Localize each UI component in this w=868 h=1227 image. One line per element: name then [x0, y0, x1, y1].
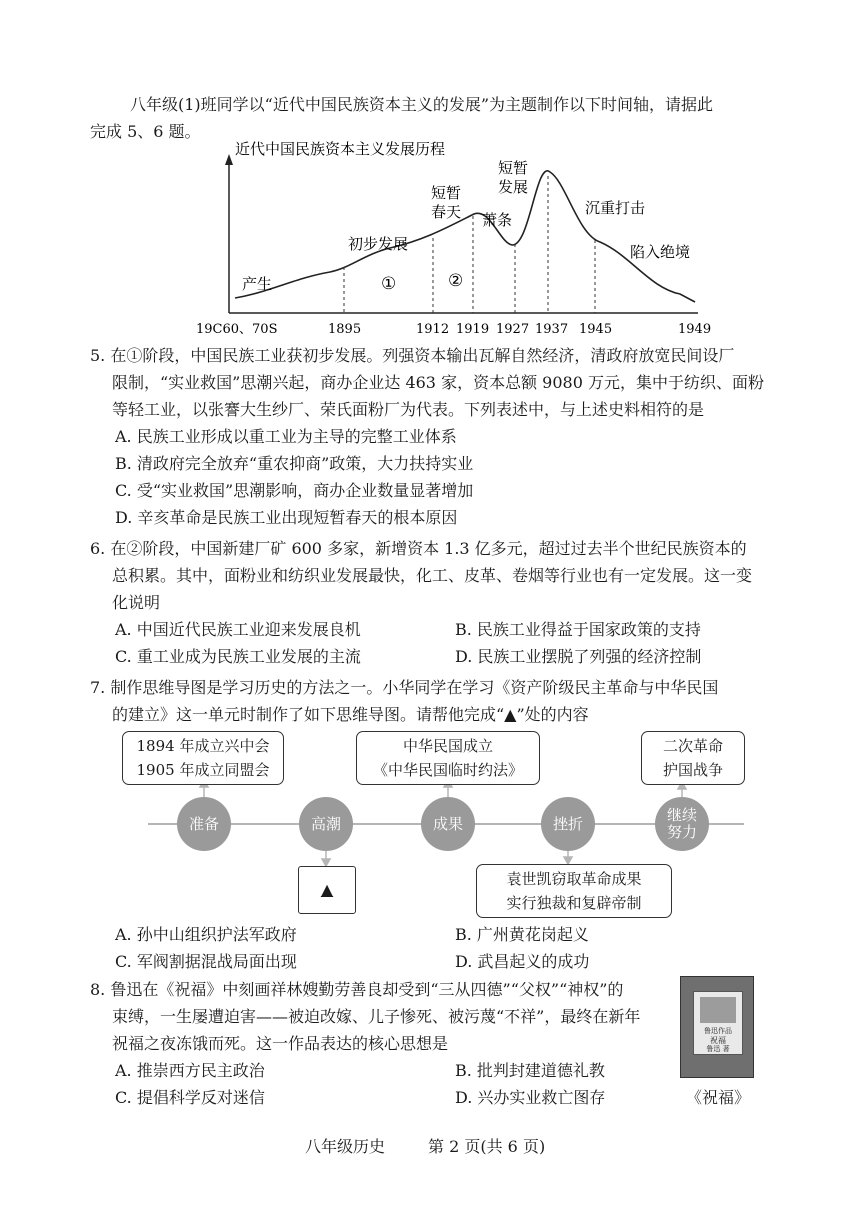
development-curve	[235, 171, 695, 302]
box-continue-line: 二次革命	[662, 737, 723, 755]
q6-stem-2: 总积累。其中，面粉业和纺织业发展最快，化工、皮革、卷烟等行业也有一定发展。这一变	[112, 566, 753, 585]
mindmap-box-continue	[641, 731, 745, 785]
q8-stem-3: 祝福之夜冻饿而死。这一作品表达的核心思想是	[112, 1034, 449, 1053]
box-prep-line: 1894 年成立兴中会	[136, 737, 270, 755]
q6-option-c[interactable]: C. 重工业成为民族工业发展的主流	[115, 647, 361, 666]
year-tick: 1937	[535, 322, 569, 337]
stage-label-5a: 短暂	[498, 159, 529, 177]
q7-stem-1: 7. 制作思维导图是学习历史的方法之一。小华同学在学习《资产阶级民主革命与中华民国	[90, 678, 719, 697]
q7-option-a[interactable]: A. 孙中山组织护法军政府	[115, 925, 297, 944]
q5-option-c[interactable]: C. 受“实业救国”思潮影响，商办企业数量显著增加	[115, 481, 474, 500]
stage-label-3a: 短暂	[431, 184, 462, 202]
q5-stem-2: 限制，“实业救国”思潮兴起，商办企业达 463 家，资本总额 9080 万元，集中于纺织、面粉	[112, 373, 764, 392]
node-continue	[655, 797, 709, 851]
phase-mark-1: ①	[381, 274, 397, 294]
q8-option-b[interactable]: B. 批判封建道德礼教	[455, 1061, 605, 1080]
q7-option-b[interactable]: B. 广州黄花岗起义	[455, 925, 589, 944]
q7-stem-2: 的建立》这一单元时制作了如下思维导图。请帮他完成“▲”处的内容	[112, 705, 589, 724]
year-tick: 1919	[456, 322, 490, 337]
footer-subject: 八年级历史	[305, 1137, 386, 1156]
node-continue-line: 努力	[666, 823, 697, 841]
box-prep-line: 1905 年成立同盟会	[136, 761, 270, 779]
book-cover-inner	[693, 991, 743, 1055]
stage-label-3b: 春天	[431, 203, 462, 221]
mindmap-box-setback	[476, 864, 672, 918]
year-tick: 1945	[579, 322, 613, 337]
footer-page-number: 第 2 页(共 6 页)	[428, 1137, 546, 1156]
year-tick: 1949	[678, 322, 712, 337]
q6-option-d[interactable]: D. 民族工业摆脱了列强的经济控制	[455, 647, 702, 666]
q5-stem-3: 等轻工业，以张謇大生纱厂、荣氏面粉厂为代表。下列表述中，与上述史料相符的是	[112, 400, 705, 419]
mindmap-box-prep	[122, 731, 284, 785]
box-setback-line: 实行独裁和复辟帝制	[506, 894, 642, 912]
mindmap-box-result	[356, 731, 540, 785]
intro-line-2: 完成 5、6 题。	[90, 122, 201, 141]
q6-stem-1: 6. 在②阶段，中国新建厂矿 600 多家，新增资本 1.3 亿多元，超过过去半个世纪民族资本的	[90, 539, 747, 558]
q5-option-d[interactable]: D. 辛亥革命是民族工业出现短暂春天的根本原因	[115, 508, 458, 527]
stage-label-4: 萧条	[482, 211, 513, 229]
q8-option-c[interactable]: C. 提倡科学反对迷信	[115, 1088, 265, 1107]
year-tick: 1912	[416, 322, 450, 337]
book-cover-image	[680, 976, 754, 1078]
intro-line-1: 八年级(1)班同学以“近代中国民族资本主义的发展”为主题制作以下时间轴，请据此	[130, 95, 714, 114]
q6-option-b[interactable]: B. 民族工业得益于国家政策的支持	[455, 620, 701, 639]
year-tick: 19C60、70S	[196, 322, 278, 337]
year-tick: 1895	[328, 322, 362, 337]
triangle-icon: ▲	[320, 880, 334, 899]
mindmap-blank-box[interactable]	[298, 866, 356, 914]
node-climax: 高潮	[299, 797, 353, 851]
box-setback-line: 袁世凯窃取革命成果	[506, 870, 642, 888]
stage-label-7: 陷入绝境	[630, 243, 691, 261]
q5-option-a[interactable]: A. 民族工业形成以重工业为主导的完整工业体系	[115, 427, 457, 446]
node-setback: 挫折	[541, 797, 595, 851]
timeline-chart	[190, 140, 730, 345]
q7-option-d[interactable]: D. 武昌起义的成功	[455, 952, 590, 971]
q8-stem-2: 束缚，一生屡遭迫害——被迫改嫁、儿子惨死、被污蔑“不祥”，最终在新年	[112, 1007, 641, 1026]
book-cover-title: 祝福	[710, 1036, 726, 1045]
book-cover-photo	[700, 997, 736, 1023]
node-prep: 准备	[177, 797, 231, 851]
q5-stem-1: 5. 在①阶段，中国民族工业获初步发展。列强资本输出瓦解自然经济，清政府放宽民间设厂	[90, 346, 735, 365]
stage-label-1: 产生	[242, 275, 273, 293]
year-tick: 1927	[496, 322, 530, 337]
q5-option-b[interactable]: B. 清政府完全放弃“重农抑商”政策，大力扶持实业	[115, 454, 474, 473]
q8-option-d[interactable]: D. 兴办实业救亡图存	[455, 1088, 606, 1107]
box-continue-line: 护国战争	[662, 761, 723, 779]
phase-mark-2: ②	[448, 271, 464, 291]
box-result-line: 中华民国成立	[402, 737, 493, 755]
box-result-line: 《中华民国临时约法》	[372, 761, 523, 779]
q8-option-a[interactable]: A. 推崇西方民主政治	[115, 1061, 265, 1080]
book-caption: 《祝福》	[686, 1088, 751, 1107]
q7-option-c[interactable]: C. 军阀割据混战局面出现	[115, 952, 297, 971]
y-axis-arrow	[225, 154, 233, 165]
stage-label-5b: 发展	[498, 178, 529, 196]
book-cover-author: 鲁迅 著	[706, 1045, 730, 1053]
q6-stem-3: 化说明	[112, 593, 161, 612]
book-cover-series: 鲁迅作品	[704, 1027, 732, 1035]
q8-stem-1: 8. 鲁迅在《祝福》中刻画祥林嫂勤劳善良却受到“三从四德”“父权”“神权”的	[90, 980, 624, 999]
stage-label-6: 沉重打击	[585, 199, 646, 217]
q6-option-a[interactable]: A. 中国近代民族工业迎来发展良机	[115, 620, 361, 639]
node-result: 成果	[421, 797, 475, 851]
stage-label-2: 初步发展	[348, 235, 409, 253]
chart-title: 近代中国民族资本主义发展历程	[235, 140, 446, 158]
node-continue-line: 继续	[666, 806, 697, 824]
year-ticks	[196, 322, 711, 337]
